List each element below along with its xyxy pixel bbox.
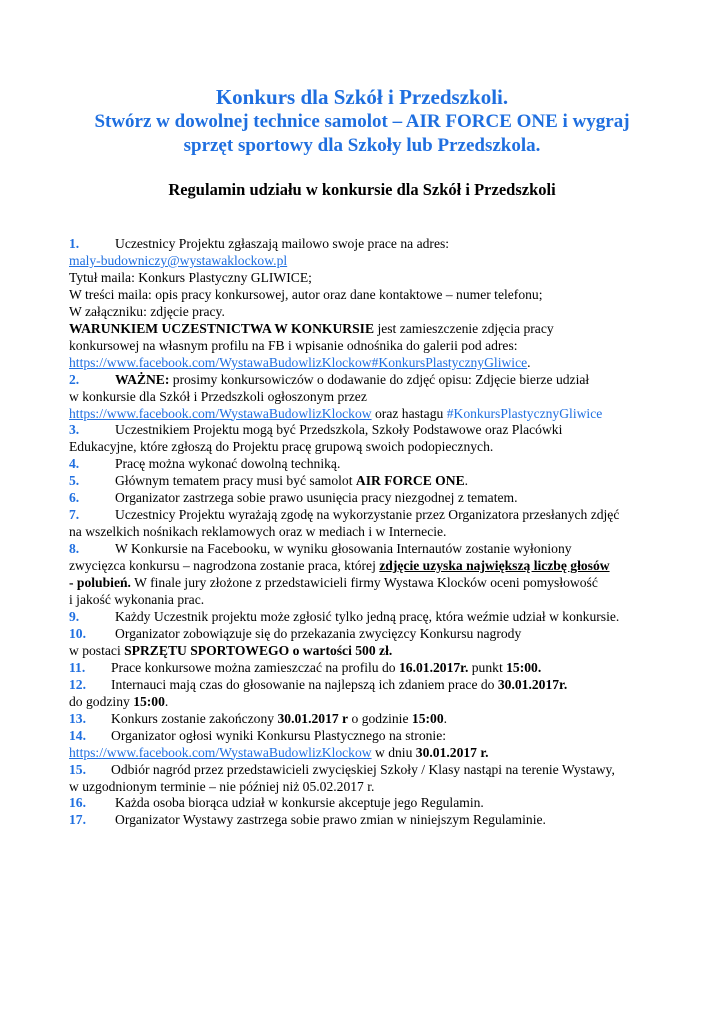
title-block [0,84,724,158]
rule-3-line-1 [69,422,669,439]
rule-number: 8. [69,541,80,557]
rule-text: punkt [468,659,507,675]
deadline-time: 15:00. [506,659,542,675]
rule-number: 14. [69,727,86,743]
prize-value: SPRZĘTU SPORTOWEGO o wartości 500 zł. [124,642,393,658]
rule-number: 9. [69,608,80,624]
rule-text: Każda osoba biorąca udział w konkursie akceptuje jego Regulamin. [115,795,484,811]
rule-text: o godzinie [348,710,412,726]
rule-text: Głównym tematem pracy musi być samolot [115,473,356,489]
winner-criteria: zdjęcie uzyska największą liczbę głosów [379,558,610,574]
rule-text: Organizator zobowiązuje się do przekazania zwycięzcy Konkursu nagrody [115,625,522,641]
participation-condition: WARUNKIEM UCZESTNICTWA W KONKURSIE [69,320,375,336]
rule-text: Konkurs zostanie zakończony [111,710,278,726]
end-time: 15:00 [411,710,444,726]
rule-2-line-1 [69,372,669,389]
likes-label: - polubień. [69,575,131,591]
rule-11 [69,660,669,677]
rule-1-line-5: W załączniku: zdjęcie pracy. [69,303,225,319]
rule-number: 2. [69,371,80,387]
rule-text: Internauci mają czas do głosowanie na najlepszą ich zdaniem prace do [111,676,498,692]
facebook-link[interactable]: https://www.facebook.com/WystawaBudowlizKlockow [69,354,372,370]
rule-text: Organizator Wystawy zastrzega sobie prawo zmian w niniejszym Regulaminie. [115,812,546,828]
rule-1-line-6 [69,321,669,338]
rule-text: w dniu [371,744,416,760]
rule-text: Każdy Uczestnik projektu może zgłosić tylko jedną pracę, która weźmie udział w konkursie. [115,608,620,624]
rule-1-line-8 [69,355,669,372]
rule-text: W finale jury złożone z przedstawicieli firmy Wystawa Klocków oceni pomysłowość [130,575,598,591]
rule-15-line-2: w uzgodnionym terminie – nie później niż 05.02.2017 r. [69,778,375,794]
rule-number: 5. [69,473,80,489]
page-title: Konkurs dla Szkół i Przedszkoli. [215,85,509,109]
rule-text: jest zamieszczenie zdjęcia pracy [374,320,554,336]
rule-3-line-2: Edukacyjne, które zgłoszą do Projektu pracę grupową swoich podopiecznych. [69,439,494,455]
rule-number: 12. [69,676,86,692]
regulations-title: Regulamin udziału w konkursie dla Szkół i Przedszkoli [168,180,556,199]
hashtag-link[interactable]: #KonkursPlastycznyGliwice [371,354,528,370]
facebook-link[interactable]: https://www.facebook.com/WystawaBudowlizKlockow [69,405,372,421]
rule-number: 15. [69,761,86,777]
rule-number: 10. [69,625,86,641]
rule-7-line-2: na wszelkich nośnikach reklamowych oraz w mediach i w Internecie. [69,524,447,540]
rule-14-line-2 [69,745,669,762]
rule-17 [69,812,669,829]
voting-deadline-date: 30.01.2017r. [497,676,568,692]
rule-number: 17. [69,812,86,828]
facebook-link[interactable]: https://www.facebook.com/WystawaBudowlizKlockow [69,744,372,760]
page-subtitle-line-1: Stwórz w dowolnej technice samolot – AIR FORCE ONE i wygraj [94,111,630,132]
rule-text: Uczestnicy Projektu zgłaszają mailowo swoje prace na adres: [115,236,450,251]
rule-2-line-2: w konkursie dla Szkół i Przedszkoli ogłoszonym przez [69,388,367,404]
rule-8-line-4: i jakość wykonania prac. [69,592,205,608]
rule-1-line-4: W treści maila: opis pracy konkursowej, autor oraz dane kontaktowe – numer telefonu; [69,286,543,302]
rule-text: w postaci [69,642,125,658]
results-date: 30.01.2017 r. [415,744,489,760]
period: . [443,710,448,726]
rule-12-line-1 [69,677,669,694]
rule-text: Odbiór nagród przez przedstawicieli zwycięskiej Szkoły / Klasy nastąpi na terenie Wystawy, [111,761,615,777]
rule-15-line-1 [69,762,669,779]
rule-text: prosimy konkursowiczów o dodawanie do zdjęć opisu: Zdjęcie bierze udział [169,371,590,387]
rule-16 [69,795,669,812]
rule-1-line-1 [69,236,669,253]
voting-deadline-time: 15:00 [133,693,165,709]
important-label: WAŻNE: [115,371,170,387]
rule-8-line-2 [69,558,669,575]
rule-number: 3. [69,422,80,438]
rule-text: zwycięzca konkursu – nagrodzona zostanie praca, której [69,558,380,574]
rule-text: do godziny [69,693,134,709]
rule-text: Pracę można wykonać dowolną techniką. [115,456,341,472]
rule-1-line-3: Tytuł maila: Konkurs Plastyczny GLIWICE; [69,269,312,285]
rule-text: Uczestnikiem Projektu mogą być Przedszkola, Szkoły Podstawowe oraz Placówki [115,422,563,438]
rule-12-line-2 [69,694,669,711]
period: . [464,473,469,489]
rule-number: 11. [69,659,86,675]
rule-10-line-2 [69,643,669,660]
rule-text: Uczestnicy Projektu wyrażają zgodę na wykorzystanie przez Organizatora przesłanych zdjęć [115,507,620,523]
rule-10-line-1 [69,626,669,643]
rule-2-line-3 [69,406,669,423]
rule-8-line-3 [69,575,669,592]
rule-number: 16. [69,795,86,811]
rule-1-line-2 [69,253,669,270]
rule-text: Organizator ogłosi wyniki Konkursu Plastycznego na stronie: [111,727,447,743]
rule-1-line-7: konkursowej na własnym profilu na FB i wpisanie odnośnika do galerii pod adres: [69,337,518,353]
rule-text: Organizator zastrzega sobie prawo usunięcia pracy niezgodnej z tematem. [115,490,518,506]
page-subtitle-line-2: sprzęt sportowy dla Szkoły lub Przedszkola. [183,135,541,156]
rule-text: oraz hastagu [371,405,447,421]
rule-number: 1. [69,236,80,251]
rule-number: 6. [69,490,80,506]
end-date: 30.01.2017 r [277,710,349,726]
rule-13 [69,711,669,728]
rule-number: 7. [69,507,80,523]
hashtag-text: #KonkursPlastycznyGliwice [446,405,603,421]
rule-8-line-1 [69,541,669,558]
rule-7-line-1 [69,507,669,524]
plane-name: AIR FORCE ONE [355,473,465,489]
deadline-date: 16.01.2017r. [399,659,469,675]
rule-text: W Konkursie na Facebooku, w wyniku głosowania Internautów zostanie wyłoniony [115,541,572,557]
rule-4 [69,456,669,473]
regulations-list [69,236,669,829]
email-link[interactable]: maly-budowniczy@wystawaklockow.pl [69,252,288,268]
period: . [164,693,169,709]
rule-number: 13. [69,710,86,726]
rule-5 [69,473,669,490]
rule-14-line-1 [69,728,669,745]
rule-number: 4. [69,456,80,472]
period: . [527,354,531,370]
rule-9 [69,609,669,626]
rule-6 [69,490,669,507]
rule-text: Prace konkursowe można zamieszczać na profilu do [111,659,399,675]
